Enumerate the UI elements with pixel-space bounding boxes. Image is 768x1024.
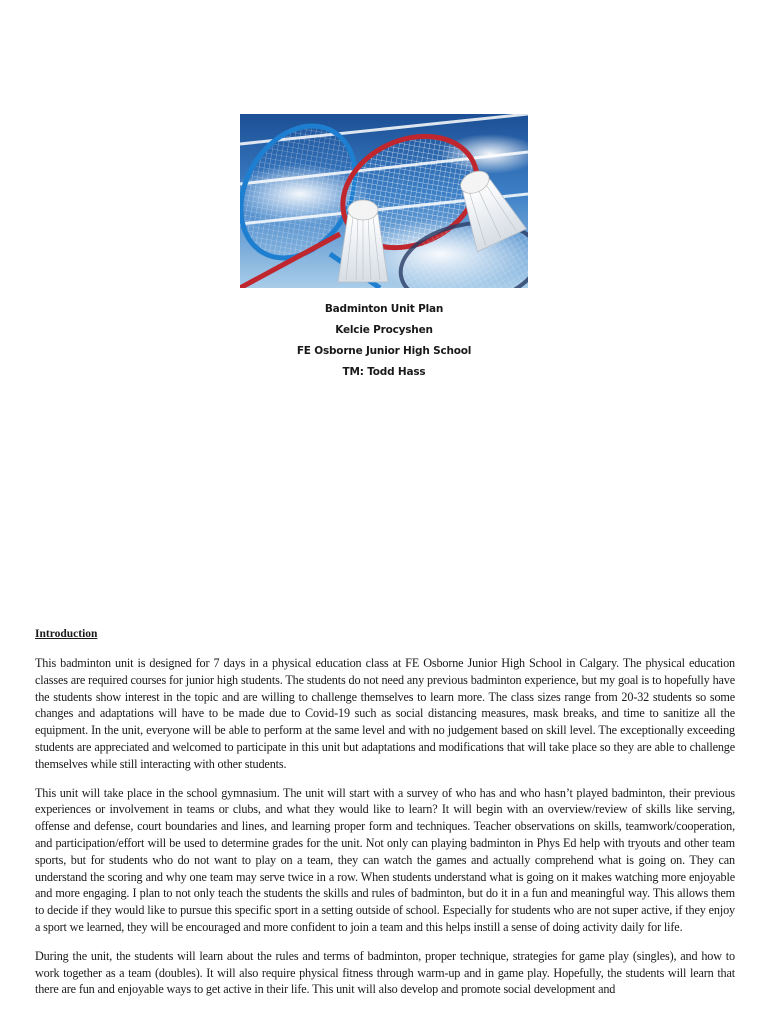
school-name: FE Osborne Junior High School xyxy=(296,345,472,357)
teacher-mentor: TM: Todd Hass xyxy=(342,366,426,378)
intro-paragraph-2: This unit will take place in the school gymnasium. The unit will start with a survey of who has and who hasn’t played badminton, their previous experiences or involvement in teams or clubs, and what they would like to learn? It will begin with an overview/review of skills like serving, offense and defense, court boundaries and lines, and learning proper form and techniques. Teacher observations on skills, teamwork/cooperation, and participation/effort will be used to determine grades for the unit. Not only can playing badminton in Phys Ed help with tryouts and other team sports, but for students who do not want to play on a team, they can watch the games and actually comprehend what is going on. They can understand the scoring and why one team may serve twice in a row. When students understand what is going on it makes watching more enjoyable and more engaging. I plan to not only teach the students the skills and rules of badminton, but do it in a fun and meaningful way. This allows them to decide if they would like to pursue this specific sport in a setting outside of school. Especially for students who are not super active, if they enjoy a sport we learned, they will be encouraged and more confident to join a team and this helps instill a sense of doing activity daily for life. xyxy=(35,785,735,934)
title-block xyxy=(0,300,768,384)
badminton-cover-image xyxy=(240,114,528,288)
introduction-heading: Introduction xyxy=(35,628,98,640)
unit-title: Badminton Unit Plan xyxy=(324,303,444,315)
intro-paragraph-3: During the unit, the students will learn about the rules and terms of badminton, proper technique, strategies for game play (singles), and how to work together as a team (doubles). It will also require physical fitness through warm-up and in game play. Hopefully, the students will learn that there are fun and enjoyable ways to get active in their life. This unit will also develop and promote social development and xyxy=(35,948,735,997)
author-name: Kelcie Procyshen xyxy=(335,324,433,336)
intro-paragraph-1: This badminton unit is designed for 7 days in a physical education class at FE Osborne Junior High School in Calgary. The physical education classes are required courses for junior high students. The students do not need any previous badminton experience, but my goal is to hopefully have the students show interest in the topic and are willing to challenge themselves to learn more. The class sizes range from 20-32 students so some changes and adaptations will have to be made due to Covid-19 such as social distancing measures, mask breaks, and time to sanitize all the equipment. In the unit, everyone will be able to perform at the same level and with no judgement based on skill level. The exceptionally exceeding students are appreciated and welcomed to participate in this unit but adaptations and modifications that will take place so they are able to challenge themselves while still interacting with other students. xyxy=(35,656,735,771)
introduction-section xyxy=(35,628,735,1010)
